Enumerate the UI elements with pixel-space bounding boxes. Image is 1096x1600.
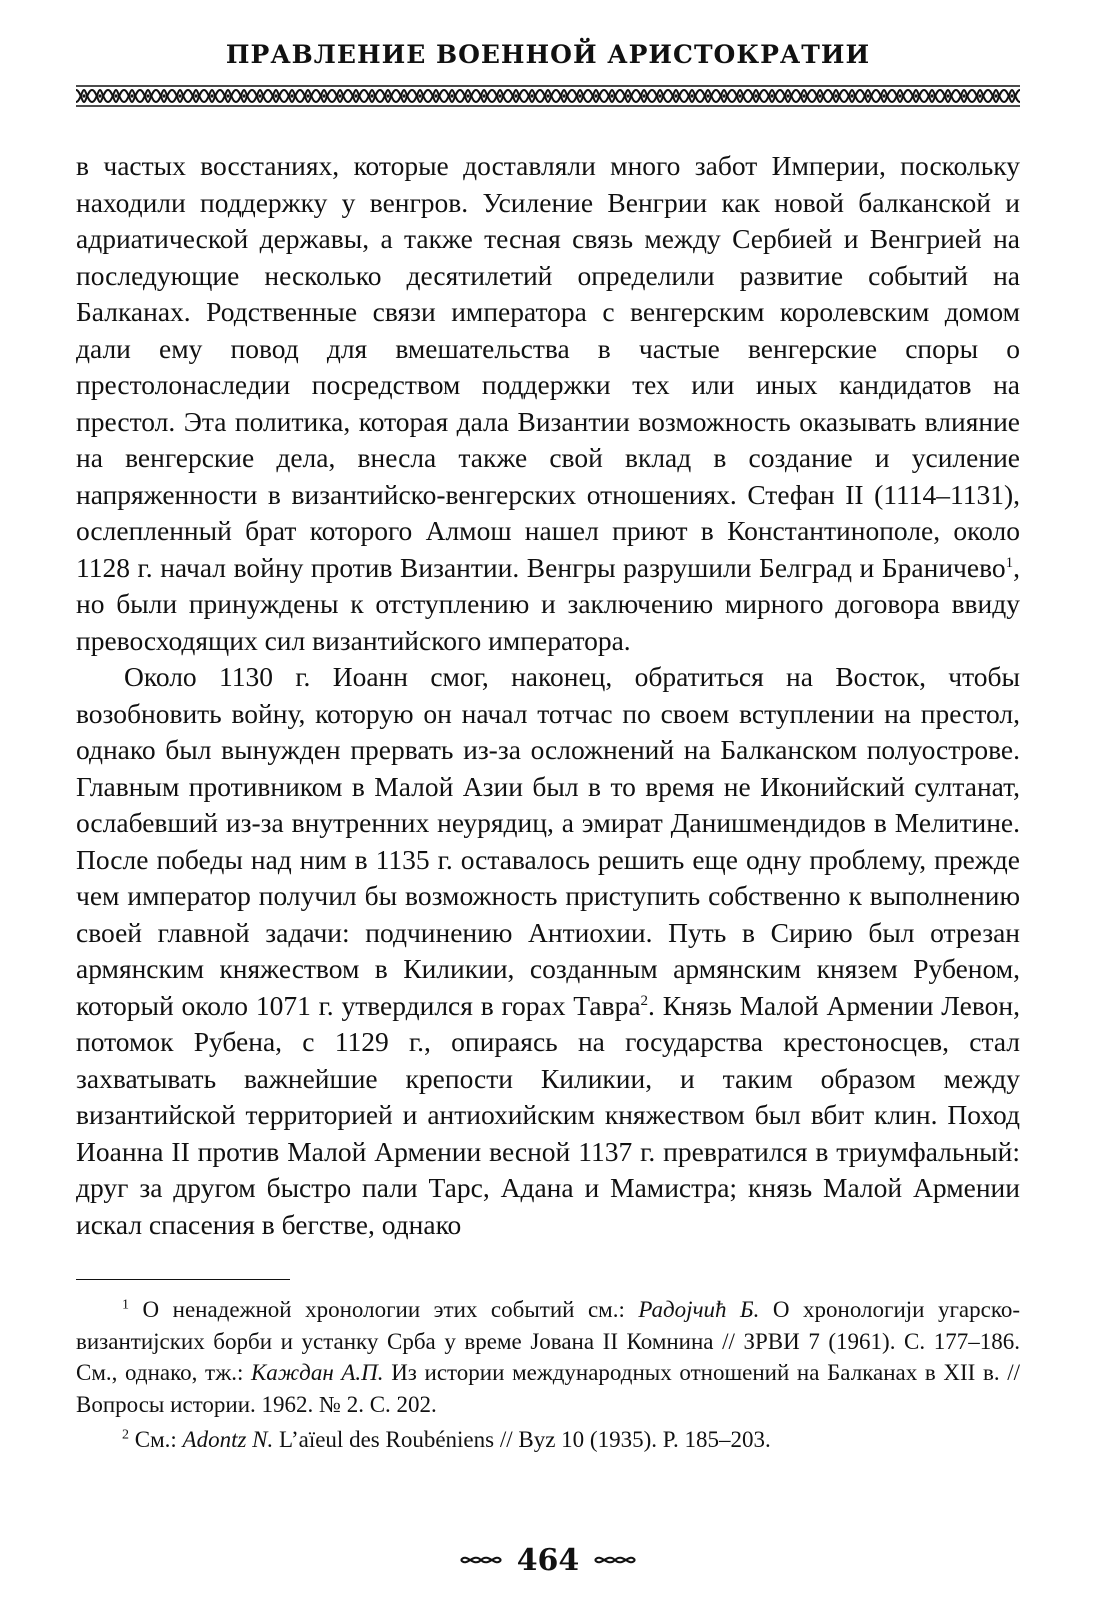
right-folio-ornament — [593, 1552, 637, 1568]
page-number: 464 — [516, 1542, 580, 1578]
body-paragraph — [76, 659, 1020, 1243]
footnote — [76, 1294, 1020, 1420]
text-run: Около 1130 г. Иоанн смог, наконец, обратиться на Восток, чтобы возобновить войну, которую он начал тотчас по своем вступлении на престол, однако был вынужден прервать из-за осложнений на Балканском полуострове. Главным противником в Малой Азии был в то время не Иконийский султанат, ослабевший из-за внутренних неурядиц, а эмират Данишмендидов в Мелитине. После победы над ним в 1135 г. оставалось решить еще одну проблему, прежде чем император получил бы возможность приступить собственно к выполнению своей главной задачи: подчинению Антиохии. Путь в Сирию был отрезан армянским княжеством в Киликии, созданным армянским князем Рубеном, который около 1071 г. утвердился в горах Тавра — [76, 661, 1020, 1021]
text-run: в частых восстаниях, которые доставляли много забот Империи, поскольку находили поддержку у венгров. Усиление Венгрии как новой балканской и адриатической державы, а также тесная связь между Сербией и Венгрией на последующие несколько десятилетий определили развитие событий на Балканах. Родственные связи императора с венгерским королевским домом дали ему повод для вмешательства в частые венгерские споры о престолонаследии посредством поддержки тех или иных кандидатов на престол. Эта политика, которая дала Византии возможность оказывать влияние на венгерские дела, внесла также свой вклад в создание и усиление напряженности в византийско-венгерских отношениях. Стефан II (1114–1131), ослепленный брат которого Алмош нашел приют в Константинополе, около 1128 г. начал войну против Византии. Венгры разрушили Белград и Браничево — [76, 150, 1020, 583]
footnote-marker: 1 — [1005, 554, 1014, 571]
text-run: Из истории международных отношений на Балканах в XII в. // Вопросы истории. 1962. № 2. С. 202. — [76, 1360, 1021, 1417]
footnote-marker: 2 — [640, 992, 649, 1009]
main-text — [76, 148, 1020, 1243]
footnote-marker: 1 — [122, 1297, 129, 1313]
text-run: О хронологији угарско-византијских борби и устанку Срба у време Јована II Комнина // ЗРВИ 7 (1961). С. 177–186. См., однако, тж.: — [76, 1297, 1020, 1385]
running-header: ПРАВЛЕНИЕ ВОЕННОЙ АРИСТОКРАТИИ — [225, 40, 871, 69]
footnote-marker: 2 — [122, 1427, 129, 1443]
text-run: , но были принуждены к отступлению и заключению мирного договора ввиду превосходящих сил византийского императора. — [76, 551, 1020, 656]
left-folio-ornament — [459, 1552, 503, 1568]
footnotes — [76, 1294, 1020, 1460]
text-run: См.: — [129, 1427, 183, 1452]
braid-ornament — [76, 84, 1020, 108]
body-paragraph — [76, 148, 1020, 659]
author-name: Радојчић Б. — [638, 1297, 760, 1322]
page-folio — [0, 1540, 1096, 1580]
text-run: . Князь Малой Армении Левон, потомок Рубена, с 1129 г., опираясь на государства крестоносцев, стал захватывать важнейшие крепости Киликии, и таким образом между византийской территорией и антиохийским княжеством был вбит клин. Поход Иоанна II против Малой Армении весной 1137 г. превратился в триумфальный: друг за другом быстро пали Тарс, Адана и Мамистра; князь Малой Армении искал спасения в бегстве, однако — [76, 989, 1020, 1240]
text-run: L’aïeul des Roubéniens // Byz 10 (1935). P. 185–203. — [273, 1427, 771, 1452]
text-run: О ненадежной хронологии этих событий см.: — [129, 1297, 639, 1322]
footnote — [76, 1424, 1020, 1456]
ornamental-rule — [76, 84, 1020, 108]
author-name: Каждан А.П. — [251, 1360, 384, 1385]
footnote-separator — [76, 1279, 290, 1280]
author-name: Adontz N. — [182, 1427, 274, 1452]
